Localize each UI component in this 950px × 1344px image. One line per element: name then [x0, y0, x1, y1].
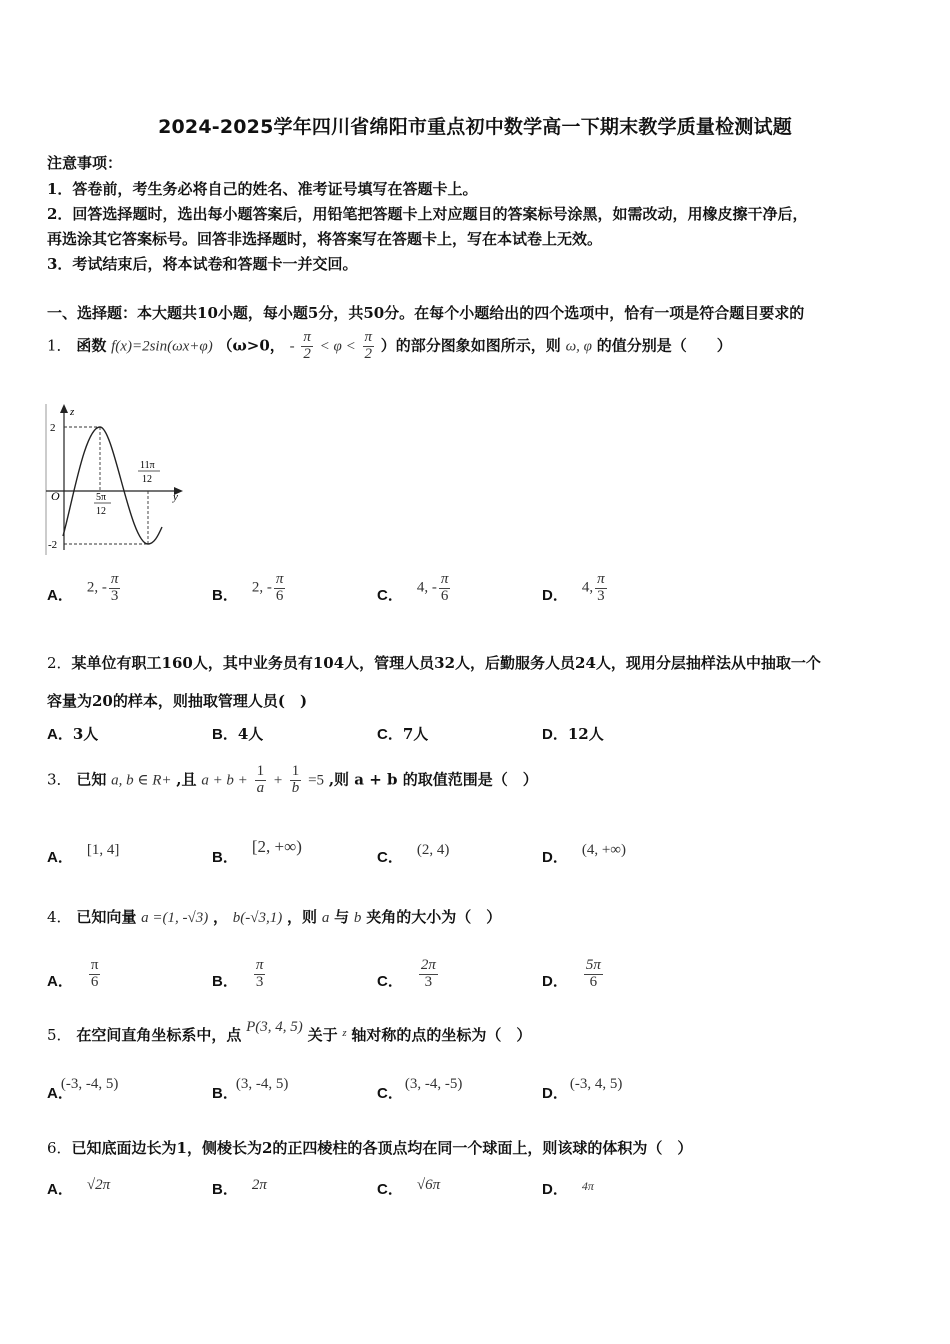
option-value: 3人 [72, 725, 99, 743]
question-text: 与 [334, 908, 350, 926]
question-text: 关于 [307, 1026, 338, 1044]
option-d[interactable] [542, 1178, 594, 1199]
option-fraction: $\frac{2\pi}{3}$ [420, 957, 436, 990]
axis-z-label: z [70, 406, 75, 418]
fraction-pi-over-2: $\frac{\pi}{2}$ [303, 329, 311, 362]
question-text: 函数 [76, 336, 107, 355]
question-text: 容量为20的样本，则抽取管理人员( ) [47, 692, 308, 710]
option-value: [1, 4] [86, 842, 120, 858]
option-value: (4, +∞) [581, 842, 626, 858]
notice-item: 3．考试结束后，将本试卷和答题卡一并交回。 [47, 255, 358, 273]
option-a[interactable] [47, 958, 102, 991]
condition-phi: < φ < [319, 338, 356, 355]
option-value: (2, 4) [416, 842, 450, 858]
question-text: ,且 [176, 770, 197, 789]
option-value: 2π [251, 1177, 267, 1193]
question-text: ,则 a + b 的取值范围是（ ） [328, 770, 538, 789]
notice-heading: 注意事项： [47, 154, 123, 172]
option-label: C． [377, 849, 403, 866]
option-d[interactable] [542, 842, 626, 867]
option-d[interactable] [542, 572, 609, 605]
option-value: 2, - [251, 579, 272, 596]
option-a[interactable] [47, 723, 98, 744]
point-p: P(3, 4, 5) [246, 1019, 303, 1035]
option-b[interactable] [212, 723, 263, 744]
question-3 [47, 764, 538, 797]
option-value: √6π [416, 1177, 441, 1193]
option-b[interactable] [212, 572, 287, 605]
equation: a + b + [201, 772, 248, 789]
fraction-1-over-a: $\frac{1}{a}$ [256, 763, 265, 796]
option-d[interactable] [542, 958, 605, 991]
question-number: 1． [47, 336, 72, 355]
option-label: B． [212, 726, 238, 743]
option-value: 12人 [567, 725, 604, 743]
question-4 [47, 906, 501, 927]
section-heading: 一、选择题：本大题共10小题，每小题5分，共50分。在每个小题给出的四个选项中，恰有一项是符合题目要求的 [47, 304, 805, 322]
notice-item: 1．答卷前，考生务必将自己的姓名、准考证号填写在答题卡上。 [47, 180, 478, 198]
option-value: 2, - [86, 579, 107, 596]
vector-b: b(-√3,1) [232, 910, 283, 926]
notice-item: 再选涂其它答案标号。回答非选择题时，将答案写在答题卡上，写在本试卷上无效。 [47, 230, 603, 248]
option-a[interactable] [47, 842, 120, 867]
question-text: 在空间直角坐标系中，点 [76, 1026, 242, 1044]
tick-label-11pi12: 11π [140, 460, 155, 471]
option-label: A． [47, 1085, 73, 1102]
option-a[interactable] [47, 572, 122, 605]
option-label: A． [47, 726, 73, 743]
option-label: C． [377, 586, 403, 604]
option-b[interactable] [212, 958, 267, 991]
condition: （ω>0， [217, 336, 285, 355]
question-text: ，则 [287, 908, 318, 926]
option-fraction: $\frac{\pi}{6}$ [440, 571, 449, 604]
option-value: 4人 [237, 725, 264, 743]
question-text: 已知底面边长为1，侧棱长为2的正四棱柱的各顶点均在同一个球面上，则该球的体积为（ ） [71, 1139, 693, 1157]
option-label: C． [377, 726, 403, 743]
question-text: ）的部分图象如图所示，则 [380, 336, 561, 355]
option-label: B． [212, 1181, 238, 1198]
option-value: (3, -4, 5) [235, 1076, 289, 1092]
page-title: 2024-2025学年四川省绵阳市重点初中数学高一下期末教学质量检测试题 [158, 116, 792, 138]
tick-label-5pi12: 5π [96, 492, 107, 503]
tick-label-neg2: -2 [48, 539, 58, 551]
option-value: √2π [86, 1177, 111, 1193]
option-label: B． [212, 972, 238, 990]
option-label: A． [47, 849, 73, 866]
question-text: 某单位有职工160人，其中业务员有104人，管理人员32人，后勤服务人员24人，现用分层抽样法从中抽取一个 [71, 654, 821, 672]
option-fraction: $\frac{\pi}{3}$ [110, 571, 119, 604]
fraction-1-over-b: $\frac{1}{b}$ [291, 763, 300, 796]
notice-item: 2．回答选择题时，选出每小题答案后，用铅笔把答题卡上对应题目的答案标号涂黑，如需改动，用橡皮擦干净后， [47, 205, 808, 223]
option-value: 4, - [416, 579, 437, 596]
axis-y-label: y [173, 491, 178, 503]
option-value: (-3, -4, 5) [60, 1076, 119, 1092]
question-number: 4． [47, 908, 72, 926]
option-c[interactable] [377, 572, 452, 605]
option-label: D． [542, 726, 568, 743]
variables: ω, φ [565, 338, 592, 355]
option-label: D． [542, 849, 568, 866]
vector-b-ref: b [353, 910, 362, 926]
option-value: (-3, 4, 5) [569, 1076, 623, 1092]
option-value: (3, -4, -5) [404, 1076, 463, 1092]
option-label: A． [47, 972, 73, 990]
condition-minus: - [289, 338, 295, 355]
sine-curve [63, 427, 162, 544]
question-1 [47, 330, 732, 363]
option-fraction: $\frac{\pi}{6}$ [90, 957, 99, 990]
option-label: D． [542, 1181, 568, 1198]
separator: ， [213, 908, 229, 926]
option-c[interactable] [377, 842, 450, 867]
option-b[interactable] [212, 837, 302, 867]
option-fraction: $\frac{\pi}{3}$ [255, 957, 264, 990]
option-fraction: $\frac{\pi}{3}$ [597, 571, 605, 604]
option-label: B． [212, 586, 238, 604]
option-b[interactable] [212, 1178, 267, 1199]
tick-label-5pi12-den: 12 [96, 506, 106, 517]
option-fraction: $\frac{5\pi}{6}$ [585, 957, 601, 990]
equation-rhs: =5 [308, 772, 325, 789]
origin-label: O [51, 489, 60, 503]
vector-a-ref: a [321, 910, 330, 926]
option-label: C． [377, 1085, 403, 1102]
option-c[interactable] [377, 723, 428, 744]
option-label: B． [212, 1085, 238, 1102]
option-a[interactable] [47, 1178, 110, 1199]
option-value: 4π [581, 1179, 594, 1193]
question-6 [47, 1137, 692, 1158]
set-condition: a, b ∈ R+ [111, 772, 172, 789]
option-label: D． [542, 972, 568, 990]
question-5 [47, 1019, 532, 1045]
vector-a: a =(1, -√3) [141, 910, 209, 926]
function-formula: f(x)=2sin(ωx+φ) [111, 338, 213, 355]
question-number: 6． [47, 1139, 72, 1157]
question-number: 3． [47, 770, 72, 789]
option-label: C． [377, 972, 403, 990]
sine-graph [40, 400, 200, 560]
option-d[interactable] [542, 723, 604, 744]
option-value: 4, [581, 579, 594, 596]
option-c[interactable] [377, 1178, 440, 1199]
fraction-pi-over-2: $\frac{\pi}{2}$ [364, 329, 373, 362]
option-label: D． [542, 1085, 568, 1102]
option-c[interactable] [377, 958, 440, 991]
option-c[interactable] [377, 1076, 463, 1103]
option-d[interactable] [542, 1076, 623, 1103]
axis-name: z [342, 1027, 347, 1039]
question-number: 5． [47, 1026, 72, 1044]
question-2 [47, 652, 821, 673]
option-a[interactable] [47, 1076, 130, 1103]
question-text: 的值分别是（ ） [596, 336, 732, 355]
question-text: 轴对称的点的坐标为（ ） [351, 1026, 532, 1044]
option-label: A． [47, 1181, 73, 1198]
option-fraction: $\frac{\pi}{6}$ [275, 571, 284, 604]
option-label: D． [542, 586, 568, 604]
question-number: 2． [47, 654, 72, 672]
question-text: 已知 [76, 770, 107, 789]
y-axis-arrow [60, 404, 68, 413]
tick-label-11pi12-den: 12 [142, 474, 152, 485]
equation-plus: + [272, 772, 283, 789]
option-label: C． [377, 1181, 403, 1198]
option-b[interactable] [212, 1076, 290, 1103]
question-text: 夹角的大小为（ ） [366, 908, 502, 926]
option-label: B． [212, 849, 238, 866]
tick-label-2: 2 [50, 422, 56, 434]
option-value: 7人 [402, 725, 429, 743]
option-label: A． [47, 586, 73, 604]
option-value: [2, +∞) [251, 837, 302, 856]
question-text: 已知向量 [76, 908, 137, 926]
